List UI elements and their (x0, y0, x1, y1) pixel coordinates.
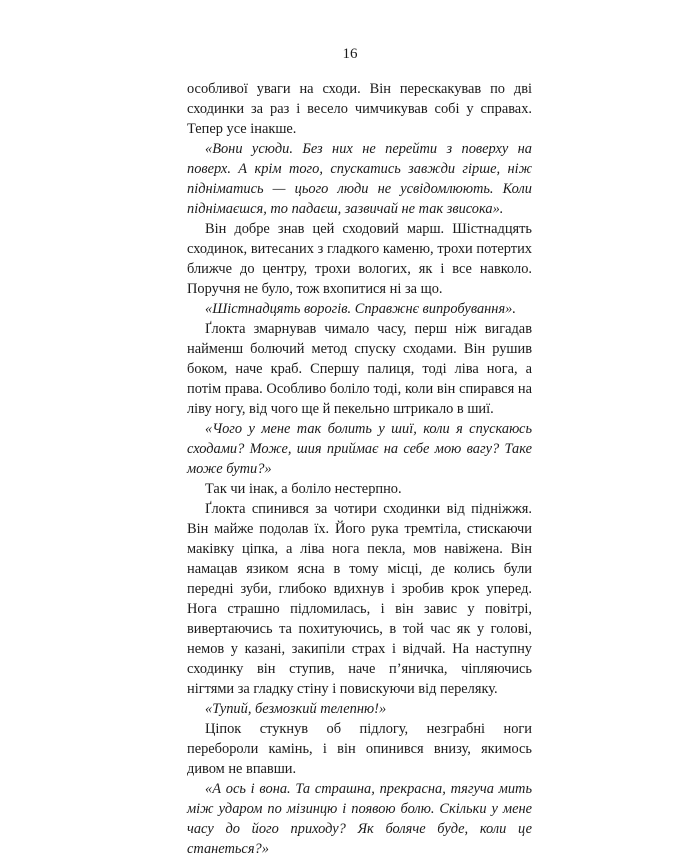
paragraph-11: «А ось і вона. Та страшна, прекрасна, тягуча мить між ударом по мізинцю і появою болю. Скільки у мене часу до його приходу? Як боляче буде, коли це станеться?» (187, 781, 532, 857)
page-number: 16 (342, 46, 358, 62)
paragraph-4: «Шістнадцять ворогів. Справжнє випробування». (205, 301, 516, 317)
paragraph-7: Так чи інак, а боліло нестерпно. (205, 481, 402, 497)
paragraph-10: Ціпок стукнув об підлогу, незграбні ноги перебороли камінь, і він опинився внизу, якимось дивом не впавши. (187, 721, 532, 777)
paragraph-3: Він добре знав цей сходовий марш. Шістнадцять сходинок, витесаних з гладкого каменю, трохи потертих ближче до центру, трохи вологих, як і все навколо. Поручня не було, тож вхопитися ні за що. (187, 221, 532, 297)
paragraph-9: «Тупий, безмозкий телепню!» (205, 701, 387, 717)
paragraph-5: Ґлокта змарнував чимало часу, перш ніж вигадав найменш болючий метод спуску сходами. Він рушив боком, наче краб. Спершу палиця, тоді ліва нога, а потім права. Особливо боліло тоді, коли він спирався на ліву ногу, від чого ще й пекельно штрикало в шиї. (187, 321, 532, 417)
paragraph-1: особливої уваги на сходи. Він перескакував по дві сходинки за раз і весело чимчикував собі у справах. Тепер усе інакше. (187, 81, 532, 137)
paragraph-8: Ґлокта спинився за чотири сходинки від підніжжя. Він майже подолав їх. Його рука тремтіла, стискаючи маківку ціпка, а ліва нога пекла, мов навіжена. Він намацав язиком ясна в тому місці, де колись були передні зуби, глибоко вдихнув і зробив крок уперед. Нога страшно підломилась, і він завис у повітрі, вивертаючись та похитуючись, в той час як у голові, немов у казані, закипіли страх і відчай. На наступну сходинку він ступив, наче п’яничка, чіпляючись нігтями за гладку стіну і повискуючи від переляку. (187, 501, 532, 697)
body-text (187, 79, 532, 859)
paragraph-2: «Вони усюди. Без них не перейти з поверху на поверх. А крім того, спускатись завжди гірше, ніж підніматись — цього люди не усвідомлюють. Коли піднімаєшся, то падаєш, зазвичай не так звисока». (187, 141, 532, 217)
paragraph-6: «Чого у мене так болить у шиї, коли я спускаюсь сходами? Може, шия приймає на себе мою вагу? Таке може бути?» (187, 421, 532, 477)
